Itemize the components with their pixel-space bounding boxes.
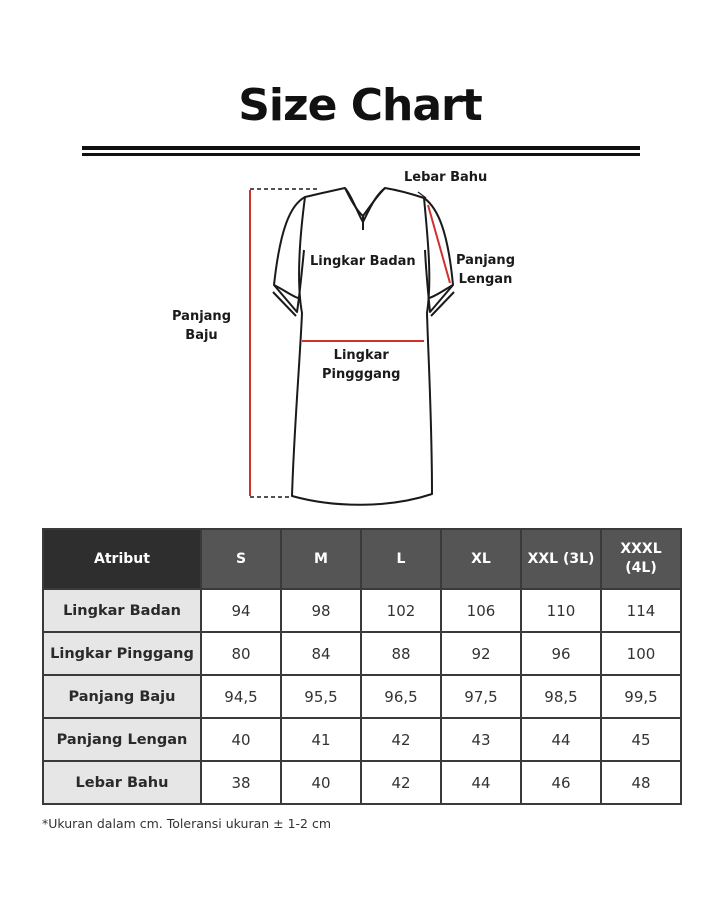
header-size-s: S: [201, 529, 281, 589]
table-cell: 46: [521, 761, 601, 804]
header-size-l: L: [361, 529, 441, 589]
label-lingkar-badan: Lingkar Badan: [310, 254, 416, 269]
table-cell: 48: [601, 761, 681, 804]
size-table: [42, 528, 682, 805]
row-label: Panjang Lengan: [43, 718, 201, 761]
table-cell: 40: [281, 761, 361, 804]
table-cell: 38: [201, 761, 281, 804]
table-cell: 96,5: [361, 675, 441, 718]
page-title: Size Chart: [238, 80, 482, 131]
table-cell: 102: [361, 589, 441, 632]
table-cell: 106: [441, 589, 521, 632]
label-lebar-bahu: Lebar Bahu: [404, 170, 488, 185]
table-row: [43, 675, 681, 718]
table-row: [43, 761, 681, 804]
table-cell: 97,5: [441, 675, 521, 718]
table-cell: 99,5: [601, 675, 681, 718]
header-size-m: M: [281, 529, 361, 589]
table-cell: 98,5: [521, 675, 601, 718]
table-cell: 114: [601, 589, 681, 632]
row-label: Panjang Baju: [43, 675, 201, 718]
label-panjang-lengan-line2: Lengan: [458, 272, 513, 287]
header-size-xl: XL: [441, 529, 521, 589]
table-cell: 84: [281, 632, 361, 675]
label-panjang-lengan-line1: Panjang: [456, 253, 515, 268]
table-cell: 43: [441, 718, 521, 761]
table-row: [43, 632, 681, 675]
table-cell: 94,5: [201, 675, 281, 718]
table-cell: 80: [201, 632, 281, 675]
header-size-xxl: XXL (3L): [521, 529, 601, 589]
label-lingkar-pinggang-line1: Lingkar: [333, 348, 389, 363]
table-cell: 92: [441, 632, 521, 675]
table-cell: 100: [601, 632, 681, 675]
table-cell: 41: [281, 718, 361, 761]
table-cell: 40: [201, 718, 281, 761]
header-size-xxxl: [601, 529, 681, 589]
footnote: *Ukuran dalam cm. Toleransi ukuran ± 1-2 cm: [42, 816, 332, 831]
table-cell: 94: [201, 589, 281, 632]
row-label: Lingkar Badan: [43, 589, 201, 632]
table-cell: 95,5: [281, 675, 361, 718]
label-panjang-baju-line2: Baju: [185, 328, 218, 343]
table-cell: 110: [521, 589, 601, 632]
label-lingkar-pinggang: [322, 346, 401, 384]
table-cell: 42: [361, 761, 441, 804]
table-row: [43, 718, 681, 761]
table-cell: 98: [281, 589, 361, 632]
table-row: [43, 589, 681, 632]
table-cell: 44: [441, 761, 521, 804]
label-panjang-baju: [172, 307, 231, 345]
label-panjang-baju-line1: Panjang: [172, 309, 231, 324]
table-header-row: [43, 529, 681, 589]
row-label: Lingkar Pinggang: [43, 632, 201, 675]
table-cell: 88: [361, 632, 441, 675]
row-label: Lebar Bahu: [43, 761, 201, 804]
label-lingkar-pinggang-line2: Pingggang: [322, 367, 401, 382]
header-size-xxxl-text: XXXL (4L): [620, 541, 662, 576]
table-cell: 45: [601, 718, 681, 761]
table-cell: 42: [361, 718, 441, 761]
neckline: [345, 188, 385, 216]
table-cell: 44: [521, 718, 601, 761]
label-panjang-lengan: [456, 251, 515, 289]
table-cell: 96: [521, 632, 601, 675]
header-atribut: Atribut: [43, 529, 201, 589]
